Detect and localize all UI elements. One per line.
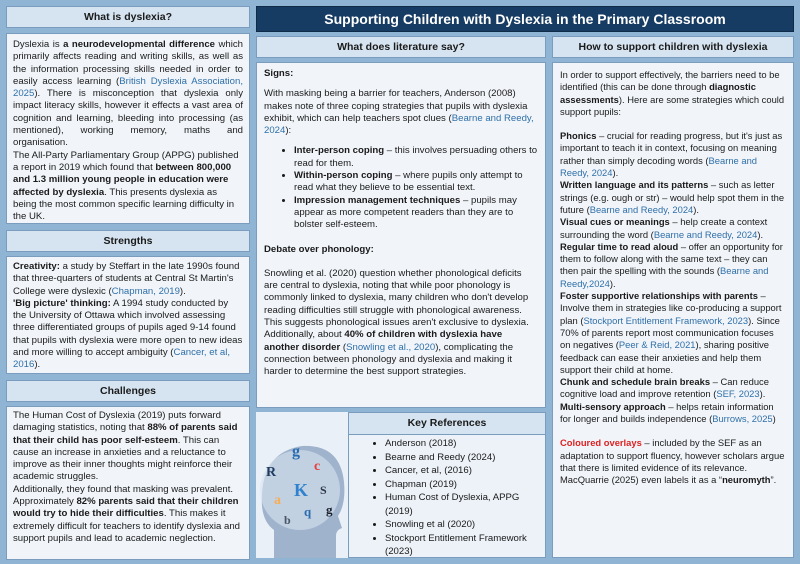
head-illustration [256, 412, 348, 558]
reference-item: • Anderson (2018) [385, 437, 541, 451]
reference-item: • Snowling et al (2020) [385, 518, 541, 532]
references-list [349, 437, 541, 559]
debate-paragraph: Snowling et al. (2020) question whether phonological deficits are central to dyslexia, noting that while poor phonology is commonly linked to dyslexia, many children who don't develop reading difficulties still struggle with phonological awareness. This suggests phonological issues aren't exclusive to dyslexia. Additionally, about 40% of children with dyslexia have another disorder (Snowling et al., 2020), complicating the connection between phonology and dyslexia and making it harder to determine the best support strategies. [264, 267, 529, 378]
letter-1: g [292, 443, 300, 460]
debate-label: Debate over phonology: [264, 243, 374, 255]
literature-intro: With masking being a barrier for teachers, Anderson (2008) makes note of three coping strategies that pupils with dyslexia exhibit, which can help teachers spot clues (Bearne and Reedy, 2024): [264, 88, 534, 137]
letter-3: c [314, 459, 321, 474]
challenges-paragraph-1: The Human Cost of Dyslexia (2019) puts forward damaging statistics, noting that 88% of parents said that their child has poor self-esteem. This can cause an increase in anxieties and a reluctance to improve as their inner thoughts might reinforce their academic struggles. [13, 410, 238, 483]
poster-title: Supporting Children with Dyslexia in the Primary Classroom [256, 6, 794, 32]
letter-8: b [284, 513, 291, 527]
strategy-phonics: Phonics – crucial for reading progress, but it's just as important to teach it in context, focusing on meaning rather than simply decoding words (Bearne and Reedy, 2024). [560, 130, 783, 179]
dyslexia-paragraph-1: Dyslexia is a neurodevelopmental difference which primarily affects reading and writing skills, as well as the information processing skills needed in order to easily access learning (British Dyslexia Association, 2025). There is misconception that dyslexia only impact literacy skills, however it effects a vast area of cognition and learning, bleeding into processing (as mentioned), working memory, maths and organisation. [13, 39, 244, 149]
letter-4: K [294, 480, 309, 500]
letter-9: g [326, 502, 333, 517]
strengths-heading: Strengths [6, 230, 250, 252]
dyslexia-panel [6, 33, 250, 224]
strategy-brain-breaks: Chunk and schedule brain breaks – Can reduce cognitive load and improve retention (SEF, 2023). [560, 376, 769, 400]
strategy-read-aloud: Regular time to read aloud – offer an opportunity for them to follow along with the same text – they can then pair the spelling with the sounds (Bearne and Reedy,2024). [560, 240, 783, 289]
support-heading: How to support children with dyslexia [552, 36, 794, 58]
references-heading: Key References [348, 412, 546, 434]
dyslexia-heading: What is dyslexia? [6, 6, 250, 28]
support-panel [552, 62, 794, 558]
signs-label: Signs: [264, 68, 294, 79]
strengths-panel [6, 256, 250, 374]
challenges-panel [6, 406, 250, 560]
reference-item: • Human Cost of Dyslexia, APPG (2019) [385, 491, 541, 518]
challenges-paragraph-2: Additionally, they found that masking was prevalent. [13, 483, 234, 495]
strategy-written-language: Written language and its patterns – such as letter strings (e.g. ough or str) – would help spot them in the future (Bearne and Reedy, 2024). [560, 179, 785, 215]
strength-big-picture: 'Big picture' thinking: A 1994 study conducted by the University of Ottawa which involved assessing three differentiated groups of pupils aged 9-14 found that pupils with dyslexia were more open to new ideas and more willing to accept ambiguity (Cancer, et al, 2016). [13, 297, 243, 371]
strength-creativity: Creativity: a study by Steffart in the late 1990s found that three-quarters of students at Central St Martin's College were dyslexic (Chapman, 2019). [13, 261, 240, 297]
reference-item: • Cancer, et al, (2016) [385, 464, 541, 478]
literature-panel [256, 62, 546, 408]
strategy-parents: Foster supportive relationships with parents – Involve them in strategies like co-producing a support plan (Stockport Entitlement Framework, 2023). Since 70% of parents report most communication focuses on negatives (Peer & Reid, 2021), sharing positive feedback can ease their anxieties and help them support their child at home. [560, 290, 782, 375]
support-intro: In order to support effectively, the barriers need to be identified (this can be done through diagnostic assessments). Here are some strategies which could support pupils: [560, 69, 785, 117]
head-silhouette-icon [256, 412, 348, 558]
letter-2: R [266, 465, 277, 480]
challenges-paragraph-3: Approximately 82% parents said that their children would try to hide their difficulties. This makes it extremely difficult for teachers to identify dyslexia and support pupils and lead to academic neglection. [13, 496, 240, 544]
reference-item: • Bearne and Reedy (2024) [385, 451, 541, 465]
coping-strategy-item: • Inter-person coping – this involves persuading others to read for them. [294, 145, 538, 170]
strategy-visual-cues: Visual cues or meanings – help create a context surrounding the word (Bearne and Reedy, 2024). [560, 216, 768, 240]
dyslexia-paragraph-2: The All-Party Parliamentary Group (APPG) published a report in 2019 which found that between 800,000 and 1.3 million young people in education were affected by dyslexia. This presents dyslexia as being the most common specific learning difficulty in the UK. [13, 149, 239, 223]
literature-heading: What does literature say? [256, 36, 546, 58]
letter-5: S [320, 483, 327, 497]
coping-strategies-list [264, 145, 538, 231]
strategy-multi-sensory: Multi-sensory approach – helps retain information for longer and builds independence (Burrows, 2025) [560, 400, 776, 425]
reference-item: • Chapman (2019) [385, 478, 541, 492]
references-panel [348, 434, 546, 558]
coping-strategy-item: • Impression management techniques – pupils may appear as more competent readers than they are to bolster self-esteem. [294, 195, 538, 232]
strategy-coloured-overlays: Coloured overlays – included by the SEF as an adaptation to support fluency, however scholars argue that there is limited evidence of its relevance. MacQuarrie (2025) even labels it as a “neuromyth”. [560, 437, 785, 486]
challenges-heading: Challenges [6, 380, 250, 402]
coping-strategy-item: • Within-person coping – where pupils only attempt to read what they believe to be essential text. [294, 170, 538, 195]
letter-7: q [304, 504, 312, 519]
letter-6: a [274, 493, 281, 508]
reference-item: • Stockport Entitlement Framework (2023) [385, 532, 541, 559]
